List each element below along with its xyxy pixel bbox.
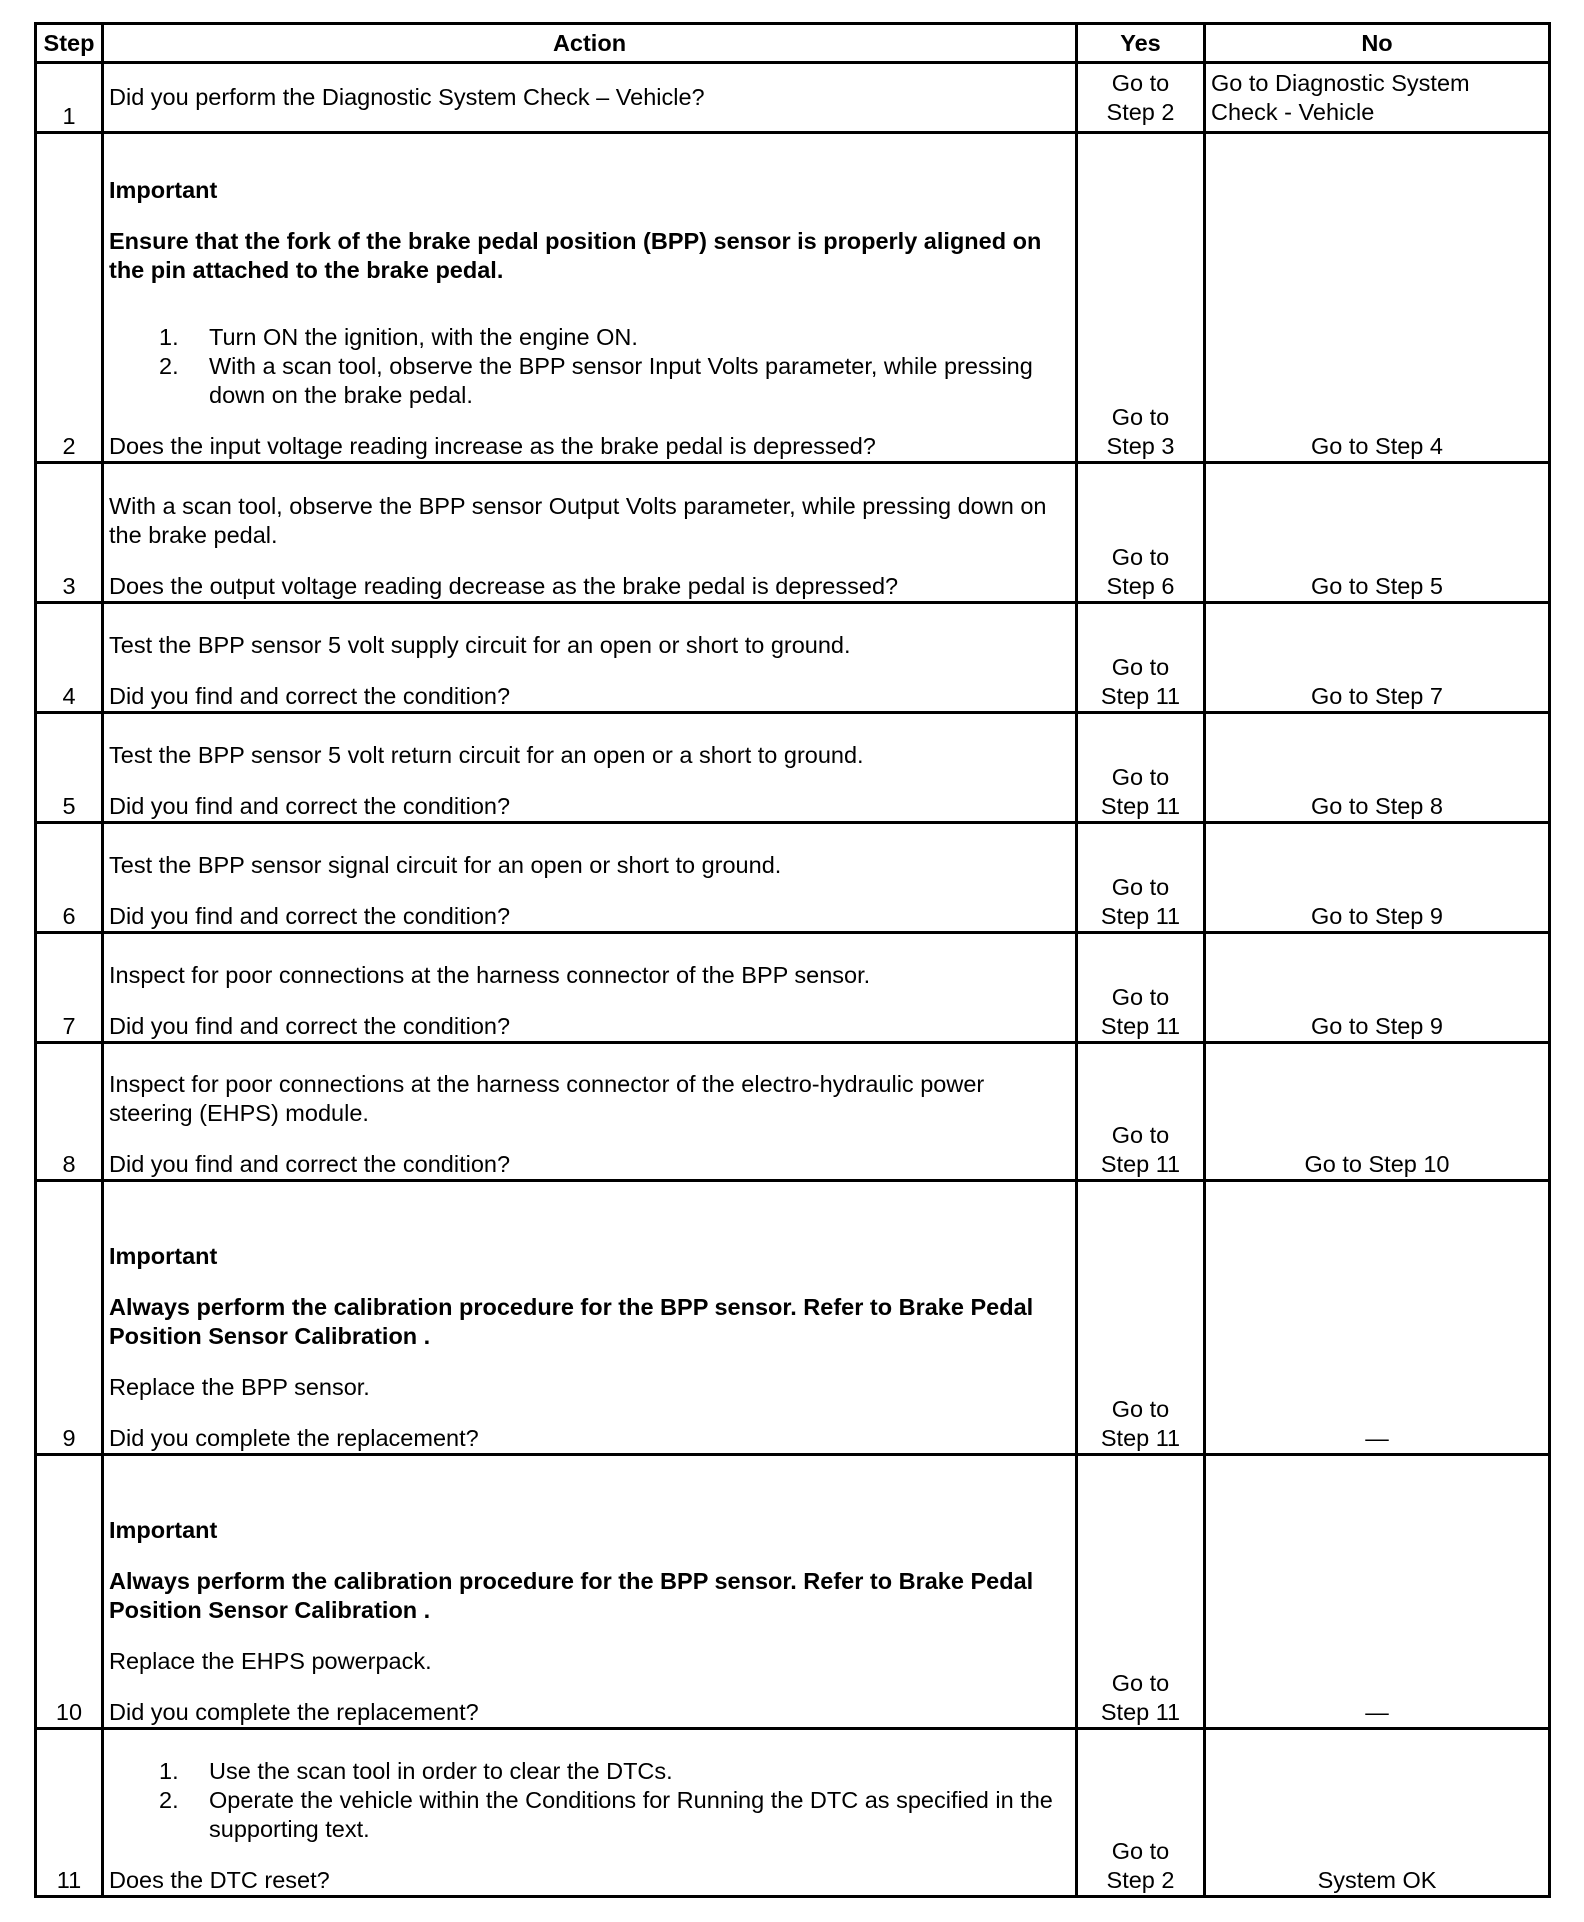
no-cell: Go to Step 10: [1205, 1043, 1550, 1181]
no-cell: Go to Step 4: [1205, 133, 1550, 463]
action-cell: [103, 1181, 1077, 1455]
yes-cell: Go to Step 11: [1077, 1455, 1205, 1729]
table-row: [36, 933, 1550, 1043]
action-cell: [103, 713, 1077, 823]
important-label: Important: [109, 1243, 218, 1269]
no-cell: Go to Step 9: [1205, 823, 1550, 933]
question-text: Did you find and correct the condition?: [109, 793, 511, 819]
important-note: Always perform the calibration procedure for the BPP sensor. Refer to Brake Pedal Position Sensor Calibration .: [109, 1294, 1034, 1349]
step-number: 5: [36, 713, 103, 823]
no-cell: Go to Step 8: [1205, 713, 1550, 823]
question-text: Does the input voltage reading increase as the brake pedal is depressed?: [109, 433, 876, 459]
question-text: Did you find and correct the condition?: [109, 1013, 511, 1039]
important-note: Ensure that the fork of the brake pedal position (BPP) sensor is properly aligned on the pin attached to the brake pedal.: [109, 228, 1042, 283]
table-row: [36, 603, 1550, 713]
yes-cell: Go to Step 11: [1077, 713, 1205, 823]
action-text: Test the BPP sensor signal circuit for an open or short to ground.: [109, 852, 782, 878]
table-row: [36, 1455, 1550, 1729]
important-label: Important: [109, 1517, 218, 1543]
yes-cell: Go to Step 2: [1077, 1729, 1205, 1897]
action-text: Inspect for poor connections at the harness connector of the BPP sensor.: [109, 962, 871, 988]
action-text: Replace the BPP sensor.: [109, 1374, 370, 1400]
action-text: With a scan tool, observe the BPP sensor Output Volts parameter, while pressing down on the brake pedal.: [109, 493, 1047, 548]
action-cell: [103, 1455, 1077, 1729]
yes-cell: Go to Step 3: [1077, 133, 1205, 463]
action-cell: [103, 1043, 1077, 1181]
action-text: Inspect for poor connections at the harness connector of the electro-hydraulic power steering (EHPS) module.: [109, 1071, 985, 1126]
header-action: Action: [103, 24, 1077, 63]
yes-cell: [1077, 63, 1205, 133]
no-cell: Go to Step 9: [1205, 933, 1550, 1043]
table-row: [36, 1729, 1550, 1897]
question-text: Did you complete the replacement?: [109, 1699, 479, 1725]
step-number: 9: [36, 1181, 103, 1455]
no-cell: [1205, 63, 1550, 133]
header-step: Step: [36, 24, 103, 63]
yes-cell: Go to Step 11: [1077, 1043, 1205, 1181]
table-row: [36, 1181, 1550, 1455]
no-line: Go to Diagnostic System: [1211, 69, 1470, 96]
question-text: Did you perform the Diagnostic System Check – Vehicle?: [109, 84, 705, 110]
step-number: 3: [36, 463, 103, 603]
header-no: No: [1205, 24, 1550, 63]
action-text: Test the BPP sensor 5 volt supply circuit for an open or short to ground.: [109, 632, 851, 658]
question-text: Did you complete the replacement?: [109, 1425, 479, 1451]
question-text: Did you find and correct the condition?: [109, 1151, 511, 1177]
question-text: Did you find and correct the condition?: [109, 683, 511, 709]
yes-cell: Go to Step 11: [1077, 603, 1205, 713]
instruction-list: [109, 1757, 1070, 1844]
no-cell: —: [1205, 1181, 1550, 1455]
header-yes: Yes: [1077, 24, 1205, 63]
action-cell: [103, 1729, 1077, 1897]
table-row: [36, 823, 1550, 933]
list-item: 2. With a scan tool, observe the BPP sensor Input Volts parameter, while pressing down on the brake pedal.: [159, 353, 1033, 408]
action-cell: [103, 63, 1077, 133]
table-row: [36, 713, 1550, 823]
step-number: 7: [36, 933, 103, 1043]
step-number: 4: [36, 603, 103, 713]
no-cell: Go to Step 7: [1205, 603, 1550, 713]
action-cell: [103, 133, 1077, 463]
instruction-list: [109, 323, 1070, 410]
no-cell: System OK: [1205, 1729, 1550, 1897]
step-number: 8: [36, 1043, 103, 1181]
question-text: Does the output voltage reading decrease as the brake pedal is depressed?: [109, 573, 899, 599]
action-cell: [103, 603, 1077, 713]
step-number: 2: [36, 133, 103, 463]
yes-cell: Go to Step 11: [1077, 933, 1205, 1043]
table-row: [36, 1043, 1550, 1181]
step-number: 11: [36, 1729, 103, 1897]
action-text: Replace the EHPS powerpack.: [109, 1648, 432, 1674]
action-cell: [103, 463, 1077, 603]
question-text: Did you find and correct the condition?: [109, 903, 511, 929]
yes-cell: Go to Step 6: [1077, 463, 1205, 603]
table-row: [36, 63, 1550, 133]
table-row: [36, 463, 1550, 603]
action-cell: [103, 933, 1077, 1043]
action-cell: [103, 823, 1077, 933]
list-item: 2. Operate the vehicle within the Conditions for Running the DTC as specified in the supporting text.: [159, 1787, 1053, 1842]
question-text: Does the DTC reset?: [109, 1867, 330, 1893]
no-line: Check - Vehicle: [1211, 98, 1375, 125]
diagnostic-table: [34, 22, 1551, 1898]
yes-cell: Go to Step 11: [1077, 1181, 1205, 1455]
yes-cell: Go to Step 11: [1077, 823, 1205, 933]
list-item: 1. Use the scan tool in order to clear the DTCs.: [159, 1758, 673, 1784]
table-row: [36, 133, 1550, 463]
important-note: Always perform the calibration procedure for the BPP sensor. Refer to Brake Pedal Position Sensor Calibration .: [109, 1568, 1034, 1623]
no-cell: Go to Step 5: [1205, 463, 1550, 603]
important-label: Important: [109, 177, 218, 203]
step-number: 6: [36, 823, 103, 933]
step-number: 1: [36, 63, 103, 133]
action-text: Test the BPP sensor 5 volt return circuit for an open or a short to ground.: [109, 742, 864, 768]
list-item: 1. Turn ON the ignition, with the engine ON.: [159, 324, 638, 350]
no-cell: —: [1205, 1455, 1550, 1729]
step-number: 10: [36, 1455, 103, 1729]
header-row: [36, 24, 1550, 63]
yes-line: Go to: [1111, 69, 1170, 96]
yes-line: Step 2: [1106, 98, 1175, 125]
